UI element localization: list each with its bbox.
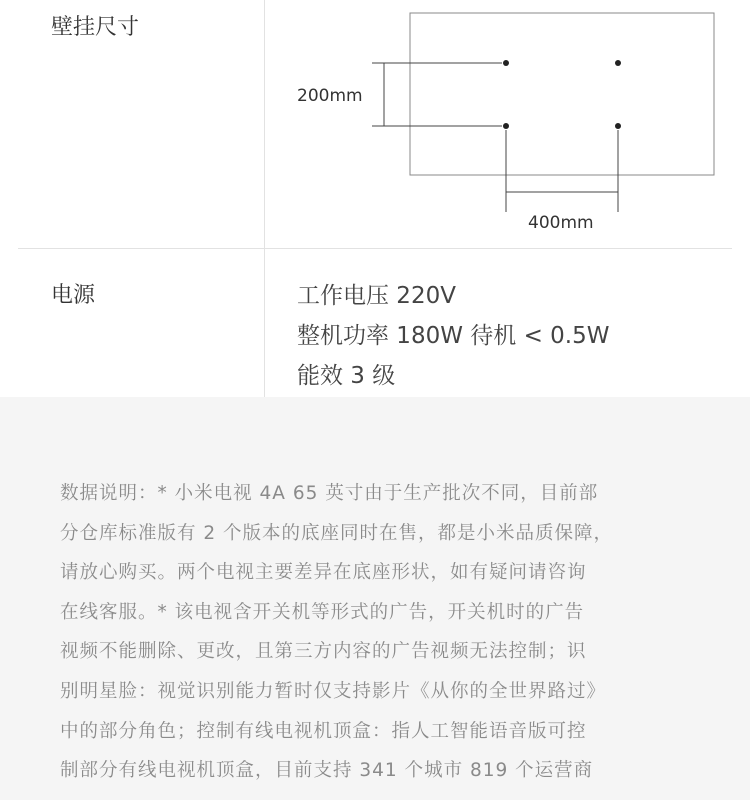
data-notes-section: [0, 397, 750, 800]
power-label: 电源: [51, 283, 96, 308]
mount-point: [615, 123, 621, 129]
vertical-dimension-label: 200mm: [297, 86, 363, 106]
wall-mount-diagram: [280, 0, 730, 240]
wall-mount-label: 壁挂尺寸: [51, 15, 140, 40]
power-spec-line: 整机功率 180W 待机 < 0.5W: [297, 323, 610, 349]
column-divider: [264, 0, 265, 397]
mount-point: [503, 123, 509, 129]
notes-line: 分仓库标准版有 2 个版本的底座同时在售，都是小米品质保障，: [60, 522, 614, 544]
notes-line: 在线客服。* 该电视含开关机等形式的广告，开关机时的广告: [60, 601, 585, 623]
row-divider: [18, 248, 732, 249]
notes-line: 视频不能删除、更改，且第三方内容的广告视频无法控制；识: [60, 641, 587, 663]
horizontal-dimension-label: 400mm: [528, 213, 594, 233]
power-specs: [297, 276, 609, 396]
power-spec-line: 能效 3 级: [297, 363, 396, 389]
notes-line: 请放心购买。两个电视主要差异在底座形状，如有疑问请咨询: [60, 562, 587, 584]
mount-point: [503, 60, 509, 66]
notes-line: 别明星脸：视觉识别能力暂时仅支持影片《从你的全世界路过》: [60, 680, 607, 702]
data-notes-text: [60, 474, 690, 791]
notes-line: 制部分有线电视机顶盒，目前支持 341 个城市 819 个运营商: [60, 760, 594, 782]
notes-line: 中的部分角色；控制有线电视机顶盒：指人工智能语音版可控: [60, 720, 587, 742]
tv-outline: [410, 13, 714, 175]
mount-point: [615, 60, 621, 66]
power-spec-line: 工作电压 220V: [297, 283, 456, 309]
spec-table: [0, 0, 750, 397]
notes-line: 数据说明：* 小米电视 4A 65 英寸由于生产批次不同，目前部: [60, 483, 599, 504]
